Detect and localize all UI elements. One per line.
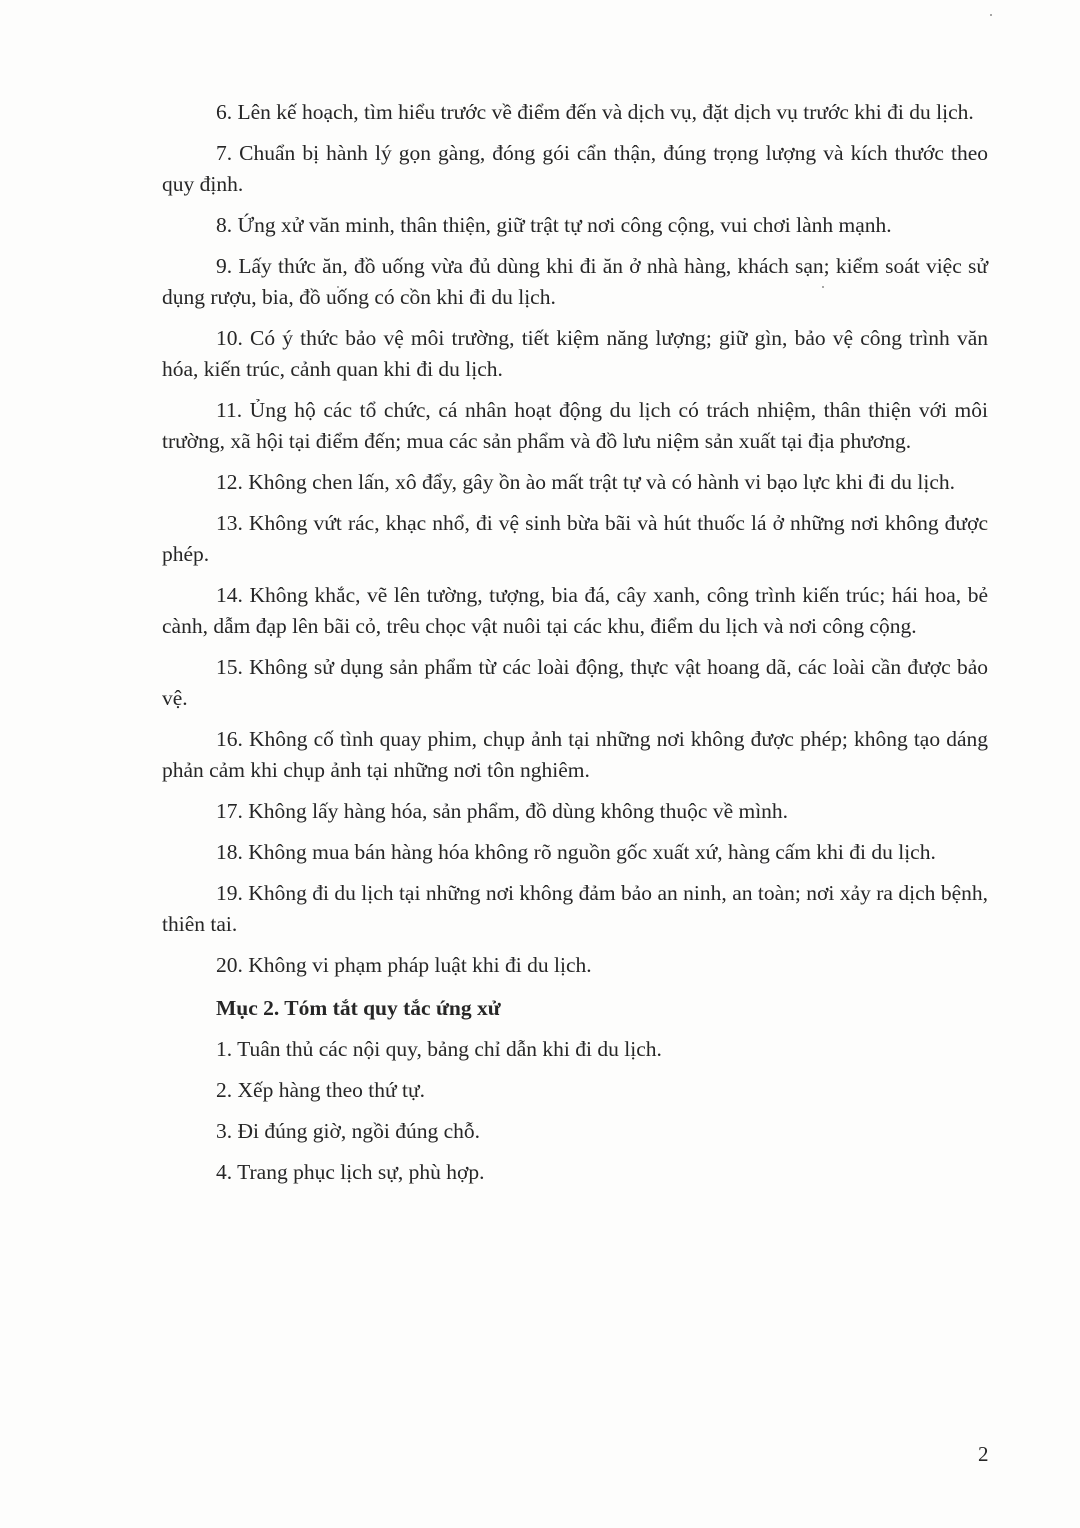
list-item: 3. Đi đúng giờ, ngồi đúng chỗ. bbox=[216, 1119, 480, 1143]
list-item: 6. Lên kế hoạch, tìm hiểu trước về điểm đến và dịch vụ, đặt dịch vụ trước khi đi du lịch. bbox=[216, 100, 974, 124]
list-item: 16. Không cố tình quay phim, chụp ảnh tại những nơi không được phép; không tạo dáng phản cảm khi chụp ảnh tại những nơi tôn nghiêm. bbox=[162, 727, 988, 782]
list-item: 11. Ủng hộ các tổ chức, cá nhân hoạt động du lịch có trách nhiệm, thân thiện với môi trường, xã hội tại điểm đến; mua các sản phẩm và đồ lưu niệm sản xuất tại địa phương. bbox=[162, 398, 988, 453]
page-number: 2 bbox=[978, 1442, 989, 1466]
list-item: 1. Tuân thủ các nội quy, bảng chỉ dẫn khi đi du lịch. bbox=[216, 1037, 662, 1061]
list-item: 4. Trang phục lịch sự, phù hợp. bbox=[216, 1160, 485, 1184]
list-item: 13. Không vứt rác, khạc nhổ, đi vệ sinh bừa bãi và hút thuốc lá ở những nơi không được phép. bbox=[162, 511, 988, 566]
list-item: 18. Không mua bán hàng hóa không rõ nguồn gốc xuất xứ, hàng cấm khi đi du lịch. bbox=[216, 840, 936, 864]
list-item: 15. Không sử dụng sản phẩm từ các loài động, thực vật hoang dã, các loài cần được bảo vệ. bbox=[162, 655, 988, 710]
list-item: 8. Ứng xử văn minh, thân thiện, giữ trật tự nơi công cộng, vui chơi lành mạnh. bbox=[216, 213, 892, 237]
scan-speck bbox=[990, 14, 992, 16]
list-item: 2. Xếp hàng theo thứ tự. bbox=[216, 1078, 426, 1102]
list-item: 20. Không vi phạm pháp luật khi đi du lịch. bbox=[216, 953, 592, 977]
list-item: 19. Không đi du lịch tại những nơi không đảm bảo an ninh, an toàn; nơi xảy ra dịch bệnh, thiên tai. bbox=[162, 881, 988, 936]
document-body bbox=[162, 97, 988, 1198]
list-item: 9. Lấy thức ăn, đồ uống vừa đủ dùng khi đi ăn ở nhà hàng, khách sạn; kiểm soát việc sử dụng rượu, bia, đồ uống có cồn khi đi du lịch. bbox=[162, 254, 988, 309]
list-item: 17. Không lấy hàng hóa, sản phẩm, đồ dùng không thuộc về mình. bbox=[216, 799, 789, 823]
list-item: 12. Không chen lấn, xô đẩy, gây ồn ào mất trật tự và có hành vi bạo lực khi đi du lịch. bbox=[216, 470, 955, 494]
list-item: 7. Chuẩn bị hành lý gọn gàng, đóng gói cẩn thận, đúng trọng lượng và kích thước theo quy định. bbox=[162, 141, 988, 196]
list-item: 14. Không khắc, vẽ lên tường, tượng, bia đá, cây xanh, công trình kiến trúc; hái hoa, bẻ cành, dẫm đạp lên bãi cỏ, trêu chọc vật nuôi tại các khu, điểm du lịch và nơi công cộng. bbox=[162, 583, 988, 638]
section-heading: Mục 2. Tóm tắt quy tắc ứng xử bbox=[216, 996, 501, 1020]
list-item: 10. Có ý thức bảo vệ môi trường, tiết kiệm năng lượng; giữ gìn, bảo vệ công trình văn hóa, kiến trúc, cảnh quan khi đi du lịch. bbox=[162, 326, 988, 381]
